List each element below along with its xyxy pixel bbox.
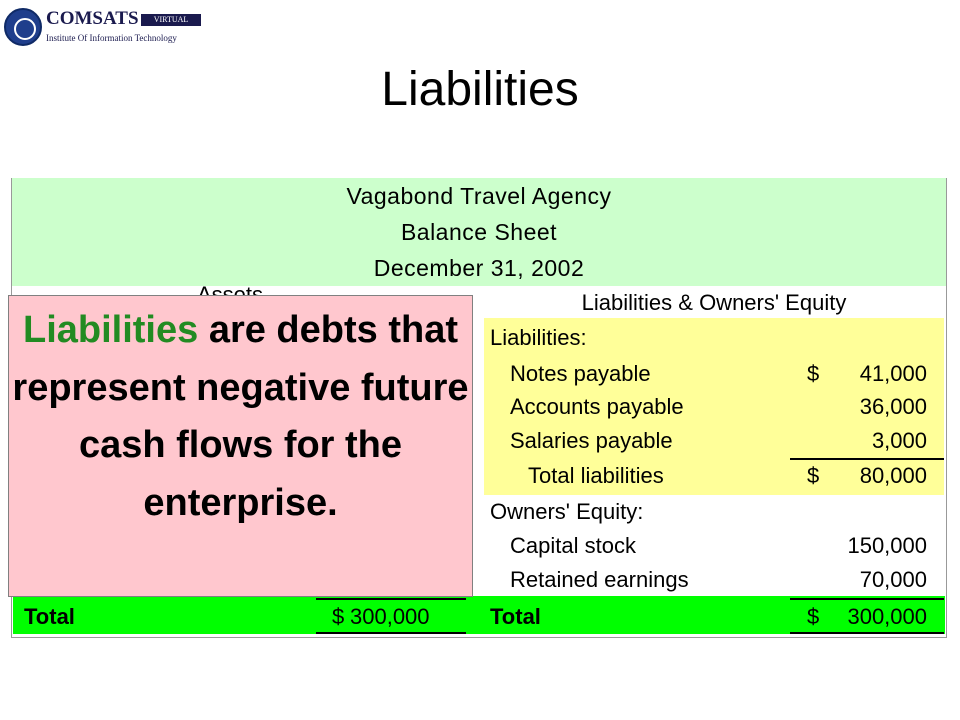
left-total-bottom-rule [316, 632, 466, 634]
right-total-top-rule [790, 598, 944, 600]
right-total-amount: 300,000 [847, 604, 927, 629]
liability-row-name: Accounts payable [510, 394, 684, 419]
callout-text: are debts that represent negative future cash flows for the enterprise. [12, 309, 469, 524]
left-total-dollar: $ [332, 604, 345, 629]
left-total-amount: 300,000 [350, 604, 430, 629]
right-total-dollar: $ [807, 604, 820, 629]
callout-highlight: Liabilities [22, 309, 199, 351]
definition-callout [8, 295, 473, 597]
total-liabilities-amount: 80,000 [859, 463, 927, 488]
total-liabilities-label: Total liabilities [528, 463, 664, 488]
slide-title: Liabilities [381, 63, 579, 116]
liabilities-label: Liabilities: [490, 325, 587, 350]
comsats-logo [0, 0, 210, 52]
left-total-label: Total [24, 604, 75, 629]
liability-row-dollar: $ [807, 361, 820, 386]
logo-tag-text: VIRTUAL CAMPUS [141, 14, 201, 26]
right-total-label: Total [490, 604, 541, 629]
equity-row-amount: 70,000 [859, 567, 927, 592]
liability-row-amount: 36,000 [859, 394, 927, 419]
liabilities-equity-heading: Liabilities & Owners' Equity [581, 290, 847, 315]
liability-row-amount: 41,000 [859, 361, 927, 386]
liability-row-name: Notes payable [510, 361, 651, 386]
right-total-bottom-rule [790, 632, 944, 634]
liability-row-amount: 3,000 [871, 428, 927, 453]
statement-name: Balance Sheet [400, 219, 558, 245]
total-liabilities-dollar: $ [807, 463, 820, 488]
statement-date: December 31, 2002 [373, 255, 585, 281]
company-name: Vagabond Travel Agency [346, 183, 612, 209]
equity-row-name: Retained earnings [510, 567, 689, 592]
logo-sub-text: Institute Of Information Technology [46, 33, 177, 43]
logo-main-text: COMSATS [46, 8, 139, 29]
left-total-top-rule [316, 598, 466, 600]
liability-row-name: Salaries payable [510, 428, 673, 453]
equity-row-amount: 150,000 [847, 533, 927, 558]
comsats-seal-icon [4, 8, 42, 46]
equity-row-name: Capital stock [510, 533, 636, 558]
subtotal-rule [790, 458, 944, 460]
owners-equity-label: Owners' Equity: [490, 499, 644, 524]
sheet-header [12, 178, 946, 286]
totals-row [13, 596, 945, 634]
